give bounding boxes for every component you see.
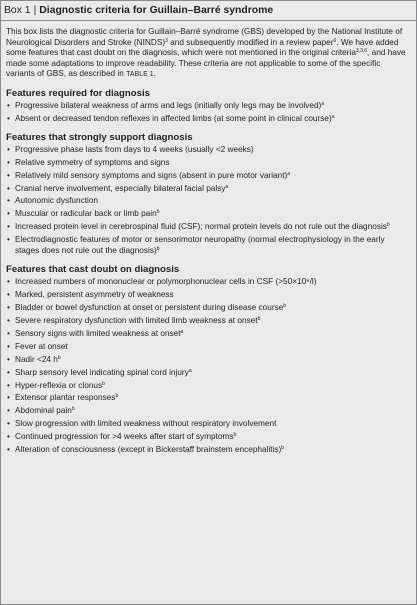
box-separator: |	[33, 5, 37, 16]
criteria-item-text: Absent or decreased tendon reflexes in affected limbs (at some point in clinical course)	[15, 113, 332, 123]
criteria-list	[6, 145, 410, 257]
criteria-item-text: Marked, persistent asymmetry of weakness	[15, 289, 174, 299]
criteria-item-text: Relative symmetry of symptoms and signs	[15, 157, 170, 167]
criteria-item-text: Autonomic dysfunction	[15, 196, 99, 206]
criteria-item	[6, 368, 410, 379]
criteria-item	[6, 419, 410, 430]
intro-text-1: This box lists the diagnostic criteria for Guillain–Barré syndrome (GBS) developed by the National Institute of Neurological Disorders and Stroke (NINDS)	[6, 27, 403, 47]
criteria-item-footnote: b	[386, 222, 390, 229]
criteria-item-text: Progressive bilateral weakness of arms and legs (initially only legs may be involved)	[15, 100, 322, 110]
criteria-list	[6, 277, 410, 456]
criteria-item-text: Hyper-reflexia or clonus	[15, 380, 103, 390]
criteria-item	[6, 381, 410, 392]
intro-paragraph	[6, 27, 410, 81]
criteria-item	[6, 145, 410, 156]
criteria-item-footnote: a	[188, 367, 192, 374]
criteria-item-text: Nadir <24 h	[15, 354, 58, 364]
intro-text-3: . We have added some features that cast doubt on the diagnosis, which were not mentioned in the original criteria	[6, 37, 399, 58]
criteria-item-text: Progressive phase lasts from days to 4 weeks (usually <2 weeks)	[15, 144, 254, 154]
criteria-item-footnote: a	[287, 170, 291, 177]
criteria-item-text: Sharp sensory level indicating spinal cord injury	[15, 367, 189, 377]
intro-ref-2: 6	[333, 37, 337, 44]
criteria-item-footnote: a	[321, 100, 325, 107]
criteria-item-footnote: b	[57, 354, 61, 361]
criteria-item	[6, 393, 410, 404]
criteria-item-text: Bladder or bowel dysfunction at onset or persistent during disease course	[15, 302, 284, 312]
section-heading: Features required for diagnosis	[6, 87, 150, 99]
criteria-list	[6, 101, 410, 125]
criteria-item-footnote: b	[281, 445, 285, 452]
intro-ref-1: 3	[165, 37, 168, 44]
criteria-item-text: Fever at onset	[15, 341, 68, 351]
criteria-item	[6, 209, 410, 220]
box-title: Diagnostic criteria for Guillain–Barré syndrome	[39, 5, 274, 16]
criteria-item-text: Slow progression with limited weakness without respiratory involvement	[15, 419, 277, 429]
criteria-item	[6, 329, 410, 340]
criteria-item	[6, 196, 410, 207]
criteria-item	[6, 432, 410, 443]
criteria-item-text: Relatively mild sensory symptoms and signs (absent in pure motor variant)	[15, 170, 288, 180]
box-label: Box 1	[4, 5, 31, 16]
criteria-item	[6, 406, 410, 417]
criteria-item-text: Severe respiratory dysfunction with limited limb weakness at onset	[15, 315, 258, 325]
criteria-item	[6, 184, 410, 195]
criteria-item-footnote: b	[71, 406, 75, 413]
criteria-item	[6, 342, 410, 353]
criteria-item-footnote: b	[115, 393, 119, 400]
criteria-item	[6, 316, 410, 327]
criteria-item-text: Electrodiagnostic features of motor or sensorimotor neuropathy (normal electrophysiology in the early stages does not rule out the diagnosis)	[15, 235, 385, 256]
criteria-item-footnote: a	[225, 183, 229, 190]
criteria-item-text: Alteration of consciousness (except in Bickerstaff brainstem encephalitis)	[15, 445, 282, 455]
section-heading: Features that strongly support diagnosis	[6, 131, 193, 143]
criteria-item-footnote: a	[180, 328, 184, 335]
criteria-item	[6, 355, 410, 366]
criteria-item-text: Extensor plantar responses	[15, 393, 116, 403]
criteria-item-text: Abdominal pain	[15, 406, 72, 416]
criteria-item-footnote: b	[156, 209, 160, 216]
criteria-item-text: Increased protein level in cerebrospinal fluid (CSF); normal protein levels do not rule out the diagnosis	[15, 222, 387, 232]
criteria-item-footnote: b	[257, 315, 261, 322]
criteria-item	[6, 171, 410, 182]
criteria-item	[6, 114, 410, 125]
criteria-item-footnote: b	[156, 246, 160, 253]
criteria-sections	[6, 88, 410, 456]
criteria-item	[6, 290, 410, 301]
criteria-item-text: Sensory signs with limited weakness at onset	[15, 328, 181, 338]
box-content	[1, 21, 416, 456]
criteria-item	[6, 445, 410, 456]
box-header	[1, 1, 416, 21]
intro-ref-3: 3,3,6	[355, 48, 368, 55]
criteria-item-text: Continued progression for >4 weeks after start of symptoms	[15, 432, 234, 442]
criteria-item-footnote: b	[283, 302, 287, 309]
intro-text-2: and subsequently modified in a review paper	[167, 37, 334, 47]
section-heading: Features that cast doubt on diagnosis	[6, 263, 180, 275]
criteria-item	[6, 158, 410, 169]
criteria-item-footnote: b	[233, 432, 237, 439]
criteria-item	[6, 303, 410, 314]
criteria-item-text: Muscular or radicular back or limb pain	[15, 209, 157, 219]
intro-text-4: , and have made some adaptations to improve readability. These criteria are not applicable to some of the specific variants of GBS, as described in	[6, 48, 406, 79]
criteria-item	[6, 101, 410, 112]
criteria-item-text: Increased numbers of mononuclear or polymorphonuclear cells in CSF (>50×10⁶/l)	[15, 276, 317, 286]
criteria-item	[6, 235, 410, 256]
criteria-item-footnote: b	[102, 380, 105, 387]
criteria-item-text: Cranial nerve involvement, especially bilateral facial palsy	[15, 183, 226, 193]
intro-text-5: .	[153, 69, 156, 79]
criteria-item	[6, 277, 410, 288]
criteria-item	[6, 222, 410, 233]
table-1-link[interactable]: TABLE 1	[126, 71, 154, 79]
criteria-item-footnote: a	[331, 113, 335, 120]
